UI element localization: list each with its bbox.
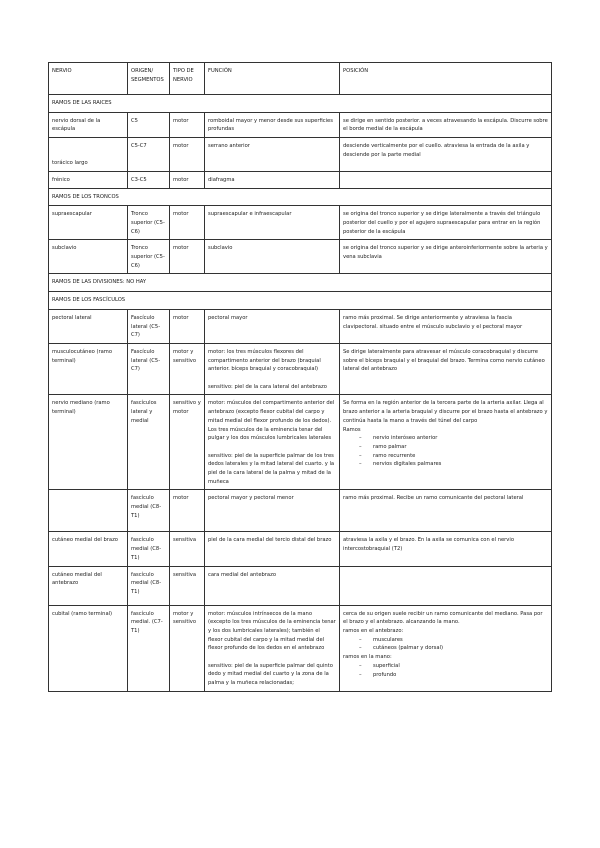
- cell-nervio-text: torácico largo: [52, 160, 88, 167]
- posicion-text: cerca de su origen suele recibir un ramo comunicante del mediano. Pasa por el brazo y el antebrazo. alcanzando la mano.: [343, 610, 543, 626]
- section-row: [49, 292, 552, 310]
- cell-nervio: cutáneo medial del brazo: [49, 532, 128, 566]
- table-row: [49, 490, 552, 532]
- cell-tipo: motor y sensitivo: [170, 605, 205, 691]
- cell-tipo: motor: [170, 206, 205, 240]
- cell-posicion: ramo más proximal. Recibe un ramo comunicante del pectoral lateral: [340, 490, 552, 532]
- list-item: – ramo recurrente: [359, 452, 548, 461]
- cell-tipo: sensitivo y motor: [170, 395, 205, 490]
- funcion-sensitivo: sensitivo: piel de la cara lateral del antebrazo: [208, 383, 327, 390]
- section-divisiones: RAMOS DE LAS DIVISIONES: NO HAY: [49, 274, 552, 292]
- header-tipo: TIPO DE NERVIO: [170, 63, 205, 95]
- cell-funcion: subclavio: [205, 240, 340, 274]
- section-row: [49, 188, 552, 206]
- header-nervio: NERVIO: [49, 63, 128, 95]
- cell-funcion: [205, 343, 340, 395]
- cell-posicion: desciende verticalmente por el cuello. atraviesa la entrada de la axila y desciende por la parte medial: [340, 138, 552, 172]
- section-row: [49, 274, 552, 292]
- table-row: [49, 566, 552, 605]
- cell-origen: fascículo medial (C8-T1): [128, 532, 170, 566]
- antebrazo-label: ramos en el antebrazo:: [343, 627, 404, 634]
- posicion-text: Se forma en la región anterior de la tercera parte de la arteria axilar. Llega al brazo anterior a la arteria braquial y discurre por el brazo hasta el antebrazo y continúa hasta la mano a través del túnel del carpo: [343, 400, 548, 424]
- cell-origen: Fascículo lateral (C5-C7): [128, 309, 170, 343]
- cell-posicion: [340, 566, 552, 605]
- cell-funcion: [205, 605, 340, 691]
- cell-origen: fascículos lateral y medial: [128, 395, 170, 490]
- cell-nervio: [49, 138, 128, 172]
- cell-funcion: cara medial del antebrazo: [205, 566, 340, 605]
- cell-nervio: pectoral lateral: [49, 309, 128, 343]
- list-item: – musculares: [359, 636, 548, 645]
- cell-origen: C5: [128, 112, 170, 137]
- cell-tipo: motor: [170, 138, 205, 172]
- table-row: [49, 206, 552, 240]
- table-header-row: [49, 63, 552, 95]
- cell-origen: Fascículo lateral (C5-C7): [128, 343, 170, 395]
- cell-nervio: frénico: [49, 171, 128, 188]
- funcion-sensitivo: sensitivo: piel de la superficie palmar de los tres dedos laterales y la mitad lateral del cuarto. y la piel de la cara lateral de la palma y mitad de la muñeca: [208, 452, 335, 485]
- header-posicion: POSICIÓN: [340, 63, 552, 95]
- cell-posicion: [340, 171, 552, 188]
- cell-posicion: [340, 395, 552, 490]
- cell-posicion: se origina del tronco superior y se dirige anteroinferiormente sobre la arteria y vena subclavia: [340, 240, 552, 274]
- cell-nervio: cubital (ramo terminal): [49, 605, 128, 691]
- cell-posicion: se dirige en sentido posterior. a veces atravesando la escápula. Discurre sobre el borde medial de la escápula: [340, 112, 552, 137]
- table-row: [49, 138, 552, 172]
- cell-posicion: [340, 605, 552, 691]
- cell-tipo: motor: [170, 309, 205, 343]
- section-row: [49, 95, 552, 113]
- funcion-sensitivo: sensitivo: piel de la superficie palmar del quinto dedo y mitad medial del cuarto y la zona de la palma y la muñeca relacionadas;: [208, 662, 333, 687]
- ramos-label: Ramos: [343, 426, 361, 433]
- table-row: [49, 309, 552, 343]
- nerve-table: [48, 62, 552, 692]
- cell-funcion: supraescapular e infraescapular: [205, 206, 340, 240]
- funcion-motor: motor: músculos intrínsecos de la mano (excepto los tres músculos de la eminencia tenar y los dos lumbricales laterales); también el flexor cubital del carpo y la mitad medial del flexor profundo de los dedos en el antebrazo: [208, 610, 336, 652]
- cell-tipo: motor: [170, 240, 205, 274]
- cell-nervio: musculocutáneo (ramo terminal): [49, 343, 128, 395]
- cell-tipo: sensitiva: [170, 566, 205, 605]
- list-item: – profundo: [359, 671, 548, 680]
- cell-funcion: serrano anterior: [205, 138, 340, 172]
- cell-funcion: pectoral mayor y pectoral menor: [205, 490, 340, 532]
- cell-tipo: motor y sensitivo: [170, 343, 205, 395]
- cell-posicion: ramo más proximal. Se dirige anteriormente y atraviesa la fascia clavipectoral. situado entre el músculo subclavio y el pectoral mayor: [340, 309, 552, 343]
- cell-nervio: cutáneo medial del antebrazo: [49, 566, 128, 605]
- section-raices: RAMOS DE LAS RAICES: [49, 95, 552, 113]
- cell-funcion: romboidal mayor y menor desde sus superficies profundas: [205, 112, 340, 137]
- cell-funcion: pectoral mayor: [205, 309, 340, 343]
- header-funcion: FUNCIÓN: [205, 63, 340, 95]
- list-item: – ramo palmar: [359, 443, 548, 452]
- cell-funcion: diafragma: [205, 171, 340, 188]
- header-origen: ORIGEN/ SEGMENTOS: [128, 63, 170, 95]
- funcion-motor: motor: músculos del compartimento anterior del antebrazo (excepto flexor cubital del carpo y mitad medial del flexor profundo de los dedos). Los tres músculos de la eminencia tenar del pulgar y los dos músculos lumbricales laterales: [208, 400, 335, 442]
- ramos-list: [343, 434, 548, 469]
- cell-nervio: nervio dorsal de la escápula: [49, 112, 128, 137]
- cell-origen: fascículo medial (C8-T1): [128, 490, 170, 532]
- cell-origen: C3-C5: [128, 171, 170, 188]
- table-row: [49, 112, 552, 137]
- cell-nervio: nervio mediano (ramo terminal): [49, 395, 128, 490]
- table-row: [49, 343, 552, 395]
- list-item: – nervio interóseo anterior: [359, 434, 548, 443]
- table-row: [49, 395, 552, 490]
- cell-tipo: motor: [170, 112, 205, 137]
- table-row: [49, 240, 552, 274]
- table-row: [49, 532, 552, 566]
- cell-origen: fascículo medial (C8-T1): [128, 566, 170, 605]
- cell-funcion: piel de la cara medial del tercio distal del brazo: [205, 532, 340, 566]
- cell-funcion: [205, 395, 340, 490]
- list-item: – cutáneos (palmar y dorsal): [359, 644, 548, 653]
- section-troncos: RAMOS DE LOS TRONCOS: [49, 188, 552, 206]
- cell-origen: fascículo medial. (C7-T1): [128, 605, 170, 691]
- antebrazo-list: [343, 636, 548, 653]
- mano-list: [343, 662, 548, 679]
- table-row: [49, 171, 552, 188]
- cell-posicion: atraviesa la axila y el brazo. En la axila se comunica con el nervio intercostobraquial (T2): [340, 532, 552, 566]
- table-row: [49, 605, 552, 691]
- cell-origen: C5-C7: [128, 138, 170, 172]
- cell-tipo: sensitiva: [170, 532, 205, 566]
- cell-tipo: motor: [170, 490, 205, 532]
- cell-nervio: supraescapular: [49, 206, 128, 240]
- cell-posicion: se origina del tronco superior y se dirige lateralmente a través del triángulo posterior del cuello y por el agujero supraescapular para entrar en la región posterior de la escápula: [340, 206, 552, 240]
- cell-nervio: [49, 490, 128, 532]
- list-item: – nervios digitales palmares: [359, 460, 548, 469]
- cell-origen: Tronco superior (C5-C6): [128, 206, 170, 240]
- cell-tipo: motor: [170, 171, 205, 188]
- section-fasciculos: RAMOS DE LOS FASCÍCULOS: [49, 292, 552, 310]
- cell-nervio: subclavio: [49, 240, 128, 274]
- cell-posicion: Se dirige lateralmente para atravesar el músculo coracobraquial y discurre sobre el bíceps braquial y el braquial del brazo. Termina como nervio cutáneo lateral del antebrazo: [340, 343, 552, 395]
- mano-label: ramos en la mano:: [343, 654, 392, 661]
- funcion-motor: motor: los tres músculos flexores del compartimento anterior del brazo (braquial anterior. bíceps braquial y coracobraquial): [208, 348, 321, 373]
- list-item: – superficial: [359, 662, 548, 671]
- cell-origen: Tronco superior (C5-C6): [128, 240, 170, 274]
